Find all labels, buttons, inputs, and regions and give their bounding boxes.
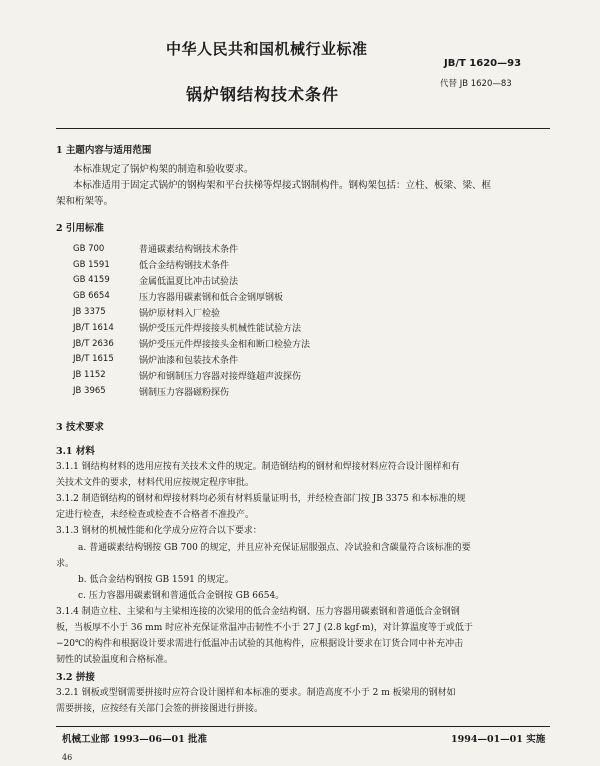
section-2-heading: 2 引用标准 xyxy=(56,223,104,234)
clause-3-1-4-line-2: 板，当板厚不小于 36 mm 时应补充保证常温冲击韧性不小于 27 J (2.8 kgf·m)，对计算温度等于或低于 xyxy=(56,623,473,633)
ref-code: JB/T 1614 xyxy=(73,322,114,333)
ref-title: 锅炉受压元件焊接接头金相和断口检验方法 xyxy=(139,340,311,351)
clause-3-1-1-line-1: 3.1.1 钢结构材料的选用应按有关技术文件的规定。制造钢结构的钢材和焊接材料应符合设计图样和有 xyxy=(56,462,460,472)
ref-code: JB 3965 xyxy=(73,386,106,397)
clause-3-1-4-line-4: 韧性的试验温度和合格标准。 xyxy=(56,655,174,665)
ref-code: GB 4159 xyxy=(73,275,110,286)
section-1-paragraph-2-cont: 架和桁架等。 xyxy=(56,196,114,207)
list-item xyxy=(73,352,310,368)
standard-code: JB/T 1620—93 xyxy=(444,58,522,69)
subsection-3-2-heading: 3.2 拼接 xyxy=(56,672,95,683)
ref-code: JB/T 1615 xyxy=(73,354,114,365)
section-1-paragraph-1: 本标准规定了锅炉构架的制造和验收要求。 xyxy=(73,164,254,175)
ref-title: 锅炉和钢制压力容器对接焊缝超声波探伤 xyxy=(139,371,302,382)
clause-3-1-3-item-a-cont: 求。 xyxy=(56,559,75,569)
clause-3-2-1-line-1: 3.2.1 钢板或型钢需要拼接时应符合设计图样和本标准的要求。制造高度不小于 2 m 板梁用的钢材如 xyxy=(56,688,456,698)
clause-3-1-1-line-2: 关技术文件的要求，材料代用应按规定程序审批。 xyxy=(56,478,255,488)
list-item xyxy=(73,273,310,289)
clause-3-1-3-item-c: c. 压力容器用碳素钢和普通低合金钢按 GB 6654。 xyxy=(78,591,285,601)
page-number: 46 xyxy=(62,753,73,762)
ref-title: 金属低温夏比冲击试验法 xyxy=(139,276,239,287)
list-item xyxy=(73,304,310,320)
footer-divider xyxy=(56,726,550,727)
clause-3-1-3-item-b: b. 低合金结构钢按 GB 1591 的规定。 xyxy=(78,575,234,585)
ref-code: JB 3375 xyxy=(73,307,106,318)
ref-title: 低合金结构钢技术条件 xyxy=(139,261,230,272)
section-1-heading: 1 主题内容与适用范围 xyxy=(56,145,152,156)
approval-date: 机械工业部 1993—06—01 批准 xyxy=(62,734,207,745)
list-item xyxy=(73,320,310,336)
ref-code: JB/T 2636 xyxy=(73,338,114,349)
clause-3-1-2-line-1: 3.1.2 制造钢结构的钢材和焊接材料均必须有材料质量证明书，并经检查部门按 JB 3375 和本标准的规 xyxy=(56,494,466,504)
clause-3-1-3-item-a: a. 普通碳素结构钢按 GB 700 的规定，并且应补充保证屈服强点、冷试验和含碳量符合该标准的要 xyxy=(78,543,471,553)
ref-title: 锅炉受压元件焊接接头机械性能试验方法 xyxy=(139,324,302,335)
list-item xyxy=(73,257,310,273)
ref-title: 锅炉油漆和包装技术条件 xyxy=(139,355,239,366)
section-1-paragraph-2: 本标准适用于固定式锅炉的钢构架和平台扶梯等焊接式钢制构件。钢构架包括：立柱、板梁、梁、框 xyxy=(73,180,492,191)
clause-3-1-4-line-3: −20℃的构件和根据设计要求需进行低温冲击试验的其他构件，应根据设计要求在订货合同中补充冲击 xyxy=(56,639,464,649)
list-item xyxy=(73,383,310,399)
effective-date: 1994—01—01 实施 xyxy=(451,734,546,745)
ref-code: GB 700 xyxy=(73,243,105,254)
list-item xyxy=(73,367,310,383)
clause-3-2-1-line-2: 需要拼接，应按经有关部门会签的拼接图进行拼接。 xyxy=(56,704,264,714)
clause-3-1-4-line-1: 3.1.4 制造立柱、主梁和与主梁相连接的次梁用的低合金结构钢、压力容器用碳素钢和普通低合金钢钢 xyxy=(56,607,460,617)
ref-code: JB 1152 xyxy=(73,370,106,381)
subsection-3-1-heading: 3.1 材料 xyxy=(56,446,95,457)
list-item xyxy=(73,336,310,352)
industry-standard-title: 中华人民共和国机械行业标准 xyxy=(166,40,368,58)
list-item xyxy=(73,241,310,257)
list-item xyxy=(73,288,310,304)
ref-title: 普通碳素结构钢技术条件 xyxy=(139,245,239,256)
reference-list xyxy=(73,241,310,399)
ref-code: GB 1591 xyxy=(73,259,110,270)
clause-3-1-2-line-2: 定进行检查，未经检查或检查不合格者不准投产。 xyxy=(56,510,255,520)
ref-title: 锅炉原材料入厂检验 xyxy=(139,308,221,319)
clause-3-1-3: 3.1.3 钢材的机械性能和化学成分应符合以下要求： xyxy=(56,526,262,536)
ref-title: 压力容器用碳素钢和低合金钢厚钢板 xyxy=(139,292,284,303)
ref-code: GB 6654 xyxy=(73,291,110,302)
ref-title: 钢制压力容器磁粉探伤 xyxy=(139,387,230,398)
replaces-note: 代替 JB 1620—83 xyxy=(440,79,512,89)
document-title: 锅炉钢结构技术条件 xyxy=(186,85,340,104)
section-3-heading: 3 技术要求 xyxy=(56,422,104,433)
header-divider xyxy=(56,128,550,129)
